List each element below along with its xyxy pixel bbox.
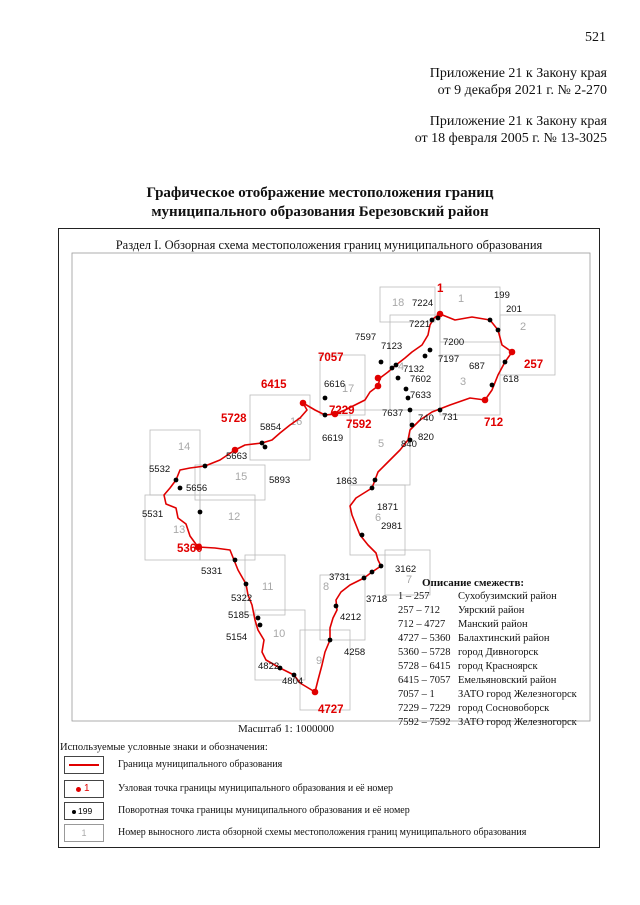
adjacency-table xyxy=(398,590,577,730)
sheet-number-label: 9 xyxy=(316,655,323,667)
turning-point-marker xyxy=(490,383,495,388)
turning-point-marker xyxy=(430,318,435,323)
legend-sample-nodal-point: 1 xyxy=(64,780,104,798)
nodal-point-label: 257 xyxy=(524,359,544,371)
adjacency-row: 7592 – 7592 ЗАТО город Железногорск xyxy=(398,717,577,728)
appendix-line-2: от 9 декабря 2021 г. № 2-270 xyxy=(437,83,607,98)
sheet-number-label: 5 xyxy=(378,438,385,450)
sheet-number-label: 14 xyxy=(178,441,191,453)
legend-sample-boundary xyxy=(64,756,104,774)
turning-point-label: 4822 xyxy=(258,661,280,672)
turning-point-marker xyxy=(390,366,395,371)
nodal-point-label: 6415 xyxy=(261,379,287,391)
turning-point-label: 7633 xyxy=(410,390,432,401)
sheet-number-label: 6 xyxy=(375,512,382,524)
turning-point-label: 5331 xyxy=(201,566,223,577)
sheet-number-label: 8 xyxy=(323,581,330,593)
adjacency-row: 6415 – 7057 Емельяновский район xyxy=(398,675,557,686)
adjacency-row: 257 – 712 Уярский район xyxy=(398,605,525,616)
nodal-point-marker xyxy=(312,689,319,696)
adjacency-row: 4727 – 5360 Балахтинский район xyxy=(398,633,550,644)
title-line-1: Графическое отображение местоположения границ xyxy=(146,185,494,201)
turning-point-label: 1863 xyxy=(336,476,358,487)
turning-point-marker xyxy=(370,570,375,575)
turning-point-marker xyxy=(436,316,441,321)
turning-point-label: 7132 xyxy=(403,364,425,375)
turning-point-marker xyxy=(258,623,263,628)
nodal-point-label: 1 xyxy=(437,283,444,295)
nodal-point-label: 7057 xyxy=(318,352,344,364)
sheet-number-label: 11 xyxy=(262,581,274,593)
turning-point-label: 5532 xyxy=(149,464,171,475)
legend-text: Поворотная точка границы муниципального образования и её номер xyxy=(118,805,410,816)
turning-point-label: 5663 xyxy=(226,451,248,462)
sheet-number-label: 2 xyxy=(520,321,527,333)
turning-point-marker xyxy=(394,363,399,368)
turning-point-label: 201 xyxy=(506,304,522,315)
turning-point-marker xyxy=(408,408,413,413)
appendix-line-3: Приложение 21 к Закону края xyxy=(429,114,607,129)
nodal-point-marker xyxy=(482,397,489,404)
adjacency-row: 7229 – 7229 город Сосновоборск xyxy=(398,703,550,714)
sheet-frame xyxy=(300,630,350,710)
turning-point-label: 3731 xyxy=(329,572,351,583)
turning-point-label: 4258 xyxy=(344,647,366,658)
sheet-number-label: 12 xyxy=(228,511,241,523)
turning-point-label: 820 xyxy=(418,432,434,443)
turning-point-marker xyxy=(328,638,333,643)
legend-title: Используемые условные знаки и обозначения: xyxy=(60,742,268,753)
nodal-point-label: 7592 xyxy=(346,419,372,431)
turning-point-label: 5531 xyxy=(142,509,164,520)
turning-point-marker xyxy=(370,486,375,491)
turning-point-label: 3162 xyxy=(395,564,417,575)
sheet-number-label: 17 xyxy=(342,383,355,395)
sheet-number-label: 15 xyxy=(235,471,248,483)
turning-point-marker xyxy=(406,396,411,401)
turning-point-label: 7602 xyxy=(410,374,432,385)
turning-point-marker xyxy=(396,376,401,381)
turning-point-marker xyxy=(503,360,508,365)
turning-point-label: 7637 xyxy=(382,408,404,419)
turning-point-marker xyxy=(488,318,493,323)
turning-point-label: 7224 xyxy=(412,298,434,309)
turning-point-label: 7197 xyxy=(438,354,460,365)
sheet-number-label: 18 xyxy=(392,297,405,309)
adjacency-row: 5360 – 5728 город Дивногорск xyxy=(398,647,539,658)
legend-text: Граница муниципального образования xyxy=(118,759,283,770)
turning-point-marker xyxy=(496,328,501,333)
sheet-number-label: 3 xyxy=(460,376,467,388)
turning-point-label: 7200 xyxy=(443,337,465,348)
legend-sample-turning-point: 199 xyxy=(64,802,104,820)
nodal-point-marker xyxy=(509,349,516,356)
turning-point-marker xyxy=(244,582,249,587)
legend-sample-sheet-number: 1 xyxy=(64,824,104,842)
turning-point-marker xyxy=(428,348,433,353)
turning-point-label: 5893 xyxy=(269,475,291,486)
turning-point-marker xyxy=(198,510,203,515)
appendix-line-1: Приложение 21 к Закону края xyxy=(429,66,607,81)
adjacency-row: 7057 – 1 ЗАТО город Железногорск xyxy=(398,689,577,700)
turning-point-label: 199 xyxy=(494,290,510,301)
turning-point-marker xyxy=(260,441,265,446)
turning-point-marker xyxy=(362,576,367,581)
sheet-frame xyxy=(440,287,500,342)
adjacency-row: 712 – 4727 Манский район xyxy=(398,619,528,630)
turning-point-marker xyxy=(373,478,378,483)
turning-point-marker xyxy=(379,360,384,365)
turning-point-marker xyxy=(256,616,261,621)
turning-point-label: 5854 xyxy=(260,422,282,433)
turning-point-marker xyxy=(323,413,328,418)
nodal-point-label: 7229 xyxy=(329,405,355,417)
sheet-number-label: 16 xyxy=(290,416,303,428)
turning-point-marker xyxy=(178,486,183,491)
turning-point-marker xyxy=(410,423,415,428)
adjacency-row: 1 – 257 Сухобузимский район xyxy=(398,591,557,602)
turning-point-label: 618 xyxy=(503,374,519,385)
page-number: 521 xyxy=(585,30,606,45)
turning-point-marker xyxy=(174,478,179,483)
turning-point-marker xyxy=(233,558,238,563)
legend-text: Узловая точка границы муниципального образования и её номер xyxy=(118,783,394,794)
sheet-number-label: 4 xyxy=(398,361,405,373)
turning-point-label: 3718 xyxy=(366,594,388,605)
adjacency-row: 5728 – 6415 город Красноярск xyxy=(398,661,538,672)
turning-point-marker xyxy=(203,464,208,469)
nodal-point-label: 4727 xyxy=(318,704,344,716)
sheet-number-label: 13 xyxy=(173,524,186,536)
nodal-point-label: 712 xyxy=(484,417,504,429)
turning-point-label: 740 xyxy=(418,413,434,424)
turning-point-label: 5185 xyxy=(228,610,250,621)
sheet-number-label: 1 xyxy=(458,293,465,305)
turning-point-marker xyxy=(360,533,365,538)
turning-point-label: 2981 xyxy=(381,521,403,532)
title-line-2: муниципального образования Березовский район xyxy=(151,204,489,220)
adjacency-title: Описание смежеств: xyxy=(422,577,525,589)
turning-point-label: 5322 xyxy=(231,593,253,604)
sheet-number-label: 7 xyxy=(406,574,413,586)
turning-point-marker xyxy=(334,604,339,609)
turning-point-label: 1871 xyxy=(377,502,399,513)
appendix-line-4: от 18 февраля 2005 г. № 13-3025 xyxy=(414,131,607,146)
turning-point-marker xyxy=(404,387,409,392)
turning-point-label: 5154 xyxy=(226,632,248,643)
turning-point-label: 687 xyxy=(469,361,485,372)
turning-point-label: 5656 xyxy=(186,483,208,494)
nodal-point-marker xyxy=(375,375,382,382)
section-title: Раздел I. Обзорная схема местоположения границ муниципального образования xyxy=(115,238,543,252)
turning-point-label: 731 xyxy=(442,412,458,423)
turning-point-label: 6616 xyxy=(324,379,346,390)
turning-point-label: 840 xyxy=(401,439,417,450)
legend-text: Номер выносного листа обзорной схемы местоположения границ муниципального образования xyxy=(118,827,527,838)
turning-point-label: 7123 xyxy=(381,341,403,352)
turning-point-label: 6619 xyxy=(322,433,344,444)
turning-point-label: 7597 xyxy=(355,332,377,343)
turning-point-marker xyxy=(379,564,384,569)
nodal-point-marker xyxy=(300,400,307,407)
sheet-number-label: 10 xyxy=(273,628,286,640)
turning-point-marker xyxy=(263,445,268,450)
nodal-point-label: 5360 xyxy=(177,543,203,555)
nodal-point-marker xyxy=(375,383,382,390)
turning-point-label: 4212 xyxy=(340,612,362,623)
turning-point-label: 7221 xyxy=(409,319,431,330)
turning-point-label: 4804 xyxy=(282,676,304,687)
scale-label: Масштаб 1: 1000000 xyxy=(238,723,334,735)
nodal-point-label: 5728 xyxy=(221,413,247,425)
turning-point-marker xyxy=(323,396,328,401)
turning-point-marker xyxy=(423,354,428,359)
